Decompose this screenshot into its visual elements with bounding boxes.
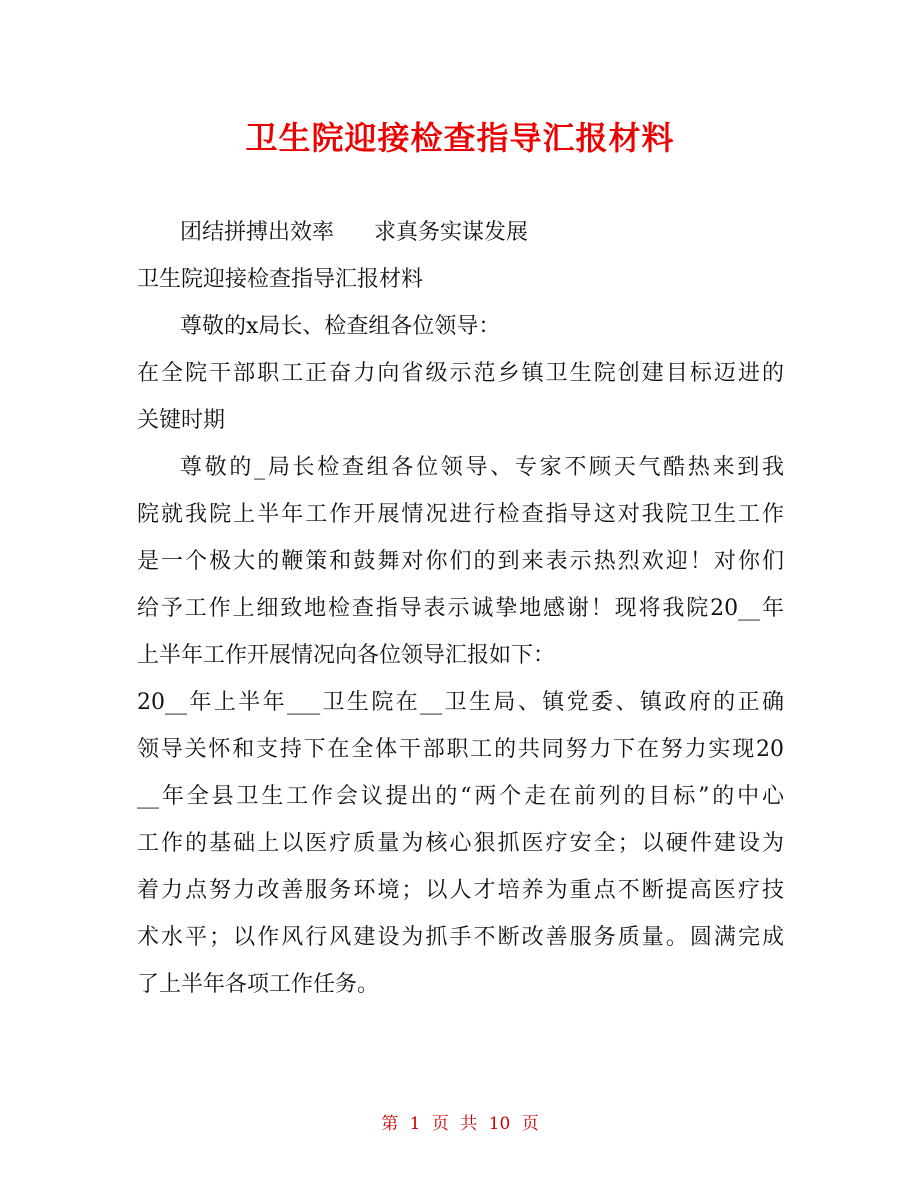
body-line: 了上半年各项工作任务。 xyxy=(137,972,380,997)
body-line: 给予工作上细致地检查指导表示诚挚地感谢！现将我院20__年 xyxy=(137,596,784,621)
document-title: 卫生院迎接检查指导汇报材料 xyxy=(245,119,675,157)
body-line: 领导关怀和支持下在全体干部职工的共同努力下在努力实现20 xyxy=(137,737,784,762)
document-subtitle: 卫生院迎接检查指导汇报材料 xyxy=(137,267,424,292)
body-line: __年全县卫生工作会议提出的“两个走在前列的目标”的中心 xyxy=(137,784,784,809)
slogan-right: 求真务实谋发展 xyxy=(374,220,529,245)
slogan xyxy=(180,218,528,248)
body-line: 工作的基础上以医疗质量为核心狠抓医疗安全；以硬件建设为 xyxy=(137,831,784,856)
body-line: 尊敬的_局长检查组各位领导、专家不顾天气酷热来到我 xyxy=(180,455,784,480)
page-number: 第 1 页 共 10 页 xyxy=(381,1114,539,1134)
body-line: 院就我院上半年工作开展情况进行检查指导这对我院卫生工作 xyxy=(137,502,784,527)
body-line: 上半年工作开展情况向各位领导汇报如下： xyxy=(137,643,556,668)
body-line: 是一个极大的鞭策和鼓舞对你们的到来表示热烈欢迎！对你们 xyxy=(137,549,784,574)
body-line: 在全院干部职工正奋力向省级示范乡镇卫生院创建目标迈进的 xyxy=(137,361,784,386)
body-line: 术水平；以作风行风建设为抓手不断改善服务质量。圆满完成 xyxy=(137,925,784,950)
body-line: 关键时期 xyxy=(137,408,226,433)
body-line: 着力点努力改善服务环境；以人才培养为重点不断提高医疗技 xyxy=(137,878,784,903)
slogan-left: 团结拼搏出效率 xyxy=(180,220,335,245)
body-line: 20__年上半年___卫生院在__卫生局、镇党委、镇政府的正确 xyxy=(137,690,784,715)
salutation: 尊敬的x局长、检查组各位领导： xyxy=(180,314,501,339)
